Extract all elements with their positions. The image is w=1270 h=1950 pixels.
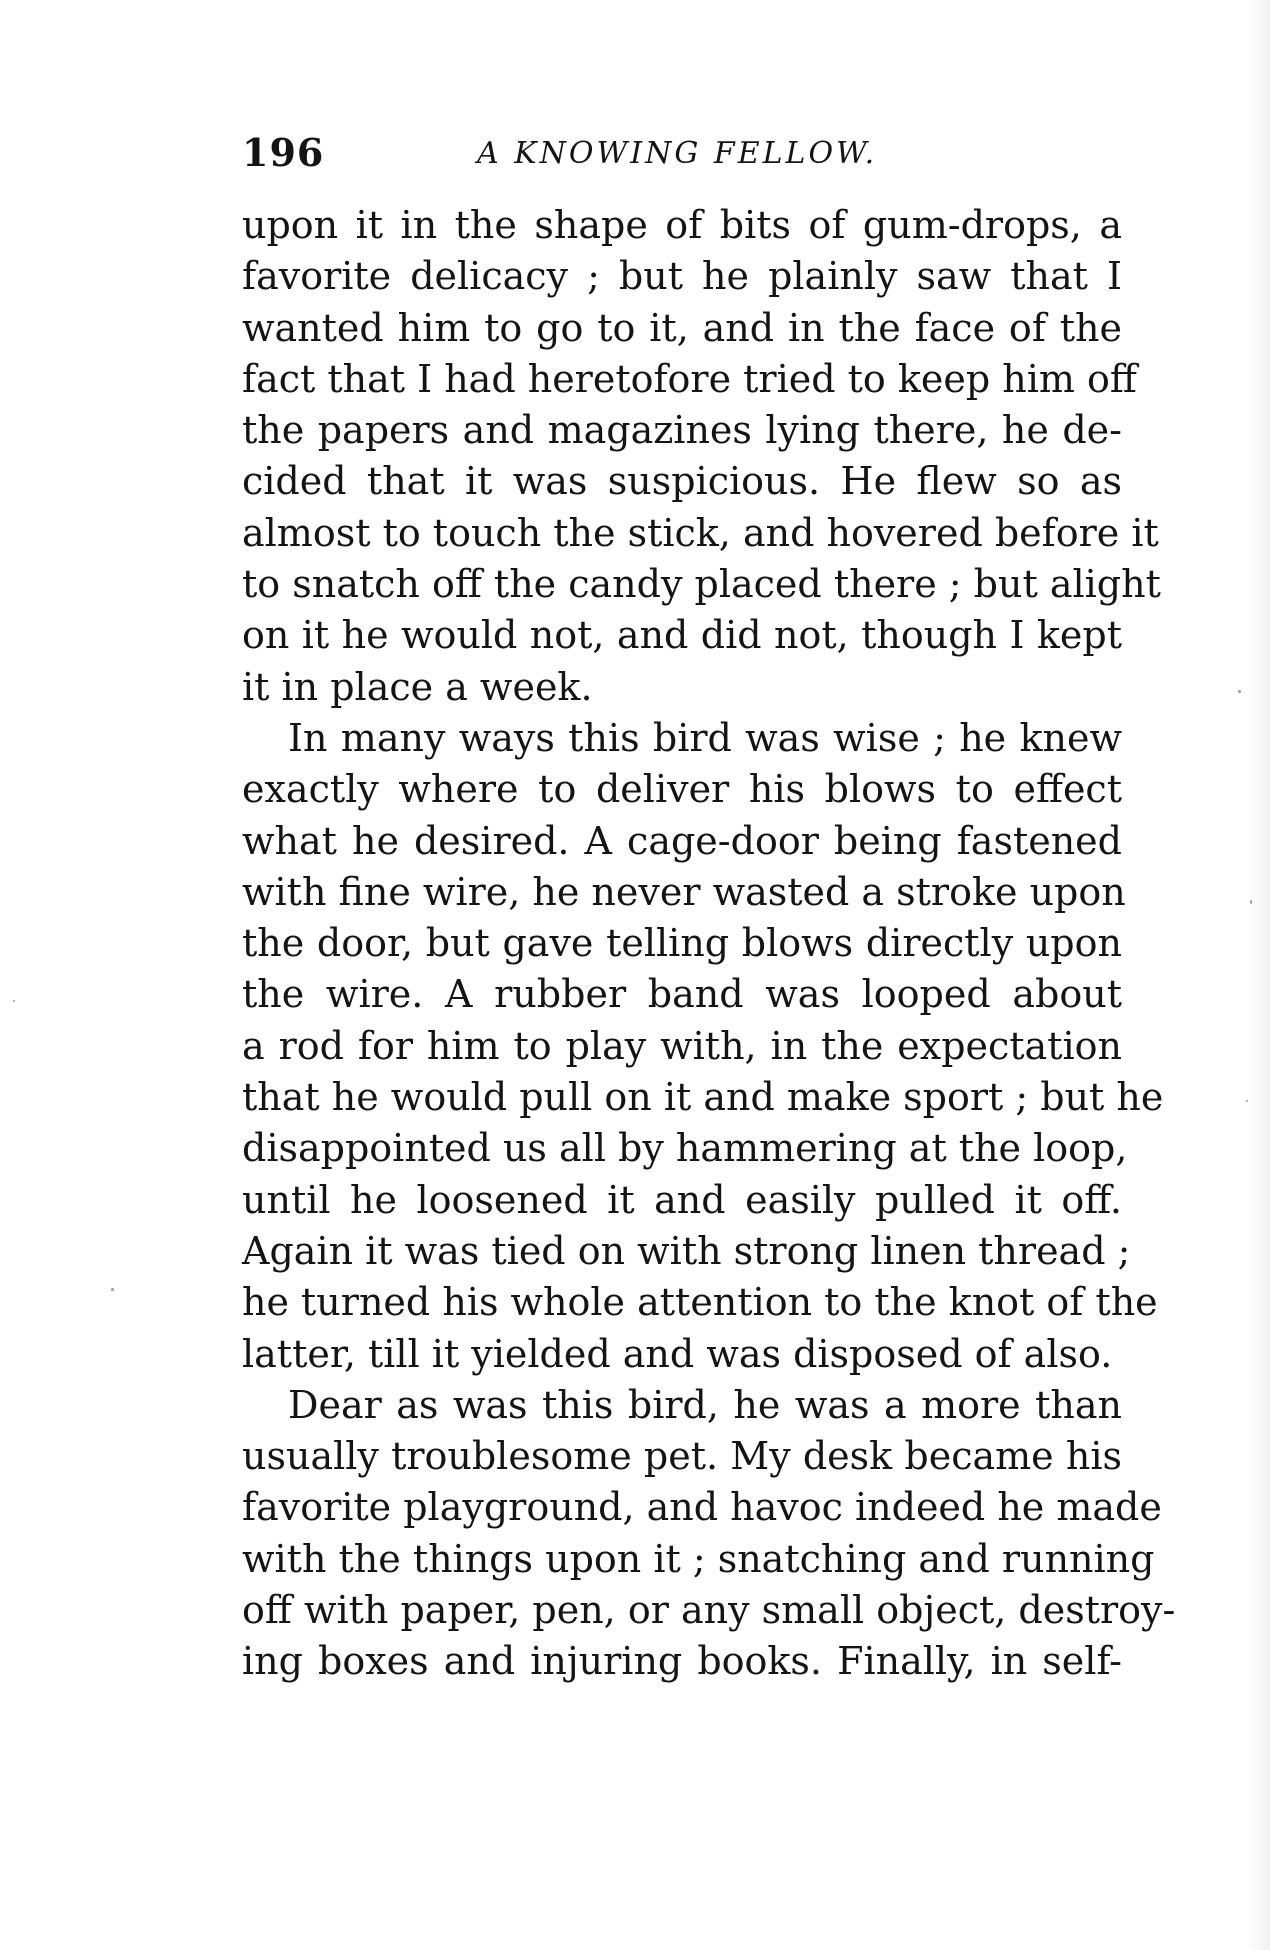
text-line: with fine wire, he never wasted a stroke upon bbox=[242, 869, 1126, 914]
text-line: favorite delicacy ; but he plainly saw that I bbox=[242, 254, 1122, 299]
text-line: cided that it was suspicious. He flew so as bbox=[242, 459, 1122, 504]
edge-speck bbox=[13, 1000, 15, 1002]
edge-speck bbox=[1238, 690, 1241, 693]
edge-speck bbox=[1250, 900, 1252, 904]
page-edge-shadow bbox=[1246, 0, 1270, 1950]
text-line: until he loosened it and easily pulled it off. bbox=[242, 1177, 1122, 1222]
edge-speck bbox=[111, 1288, 114, 1291]
body-text bbox=[242, 200, 1176, 1688]
text-line: off with paper, pen, or any small object, destroy- bbox=[242, 1588, 1176, 1633]
text-line: fact that I had heretofore tried to keep him off bbox=[242, 356, 1137, 401]
text-line: he turned his whole attention to the knot of the bbox=[242, 1280, 1158, 1325]
text-line: almost to touch the stick, and hovered before it bbox=[242, 510, 1159, 555]
text-line: upon it in the shape of bits of gum-drops, a bbox=[242, 203, 1122, 247]
running-title: A KNOWING FELLOW. bbox=[477, 136, 878, 171]
text-line: usually troublesome pet. My desk became his bbox=[242, 1434, 1122, 1479]
text-line: ing boxes and injuring books. Finally, in self- bbox=[242, 1639, 1122, 1684]
page-header bbox=[242, 130, 1122, 178]
text-line: the papers and magazines lying there, he de- bbox=[242, 408, 1122, 453]
text-line: the door, but gave telling blows directly upon bbox=[242, 921, 1122, 966]
text-line: wanted him to go to it, and in the face of the bbox=[242, 305, 1122, 350]
text-line: to snatch off the candy placed there ; but alight bbox=[242, 562, 1161, 607]
text-line: In many ways this bird was wise ; he knew bbox=[288, 715, 1122, 760]
page-number: 196 bbox=[242, 130, 325, 175]
edge-speck bbox=[1246, 1100, 1248, 1102]
text-line: disappointed us all by hammering at the loop, bbox=[242, 1126, 1128, 1171]
text-line: exactly where to deliver his blows to effect bbox=[242, 767, 1122, 812]
text-line: a rod for him to play with, in the expectation bbox=[242, 1023, 1122, 1068]
text-line: Dear as was this bird, he was a more than bbox=[288, 1382, 1122, 1427]
text-line: the wire. A rubber band was looped about bbox=[242, 972, 1122, 1017]
text-line: what he desired. A cage-door being fastened bbox=[242, 818, 1122, 863]
text-line: favorite playground, and havoc indeed he made bbox=[242, 1485, 1162, 1530]
text-line: on it he would not, and did not, though I kept bbox=[242, 613, 1122, 658]
text-line: it in place a week. bbox=[242, 664, 593, 709]
text-line: with the things upon it ; snatching and running bbox=[242, 1536, 1155, 1581]
text-line: latter, till it yielded and was disposed of also. bbox=[242, 1331, 1113, 1376]
text-line: Again it was tied on with strong linen thread ; bbox=[242, 1228, 1131, 1273]
text-line: that he would pull on it and make sport ; but he bbox=[242, 1075, 1164, 1120]
